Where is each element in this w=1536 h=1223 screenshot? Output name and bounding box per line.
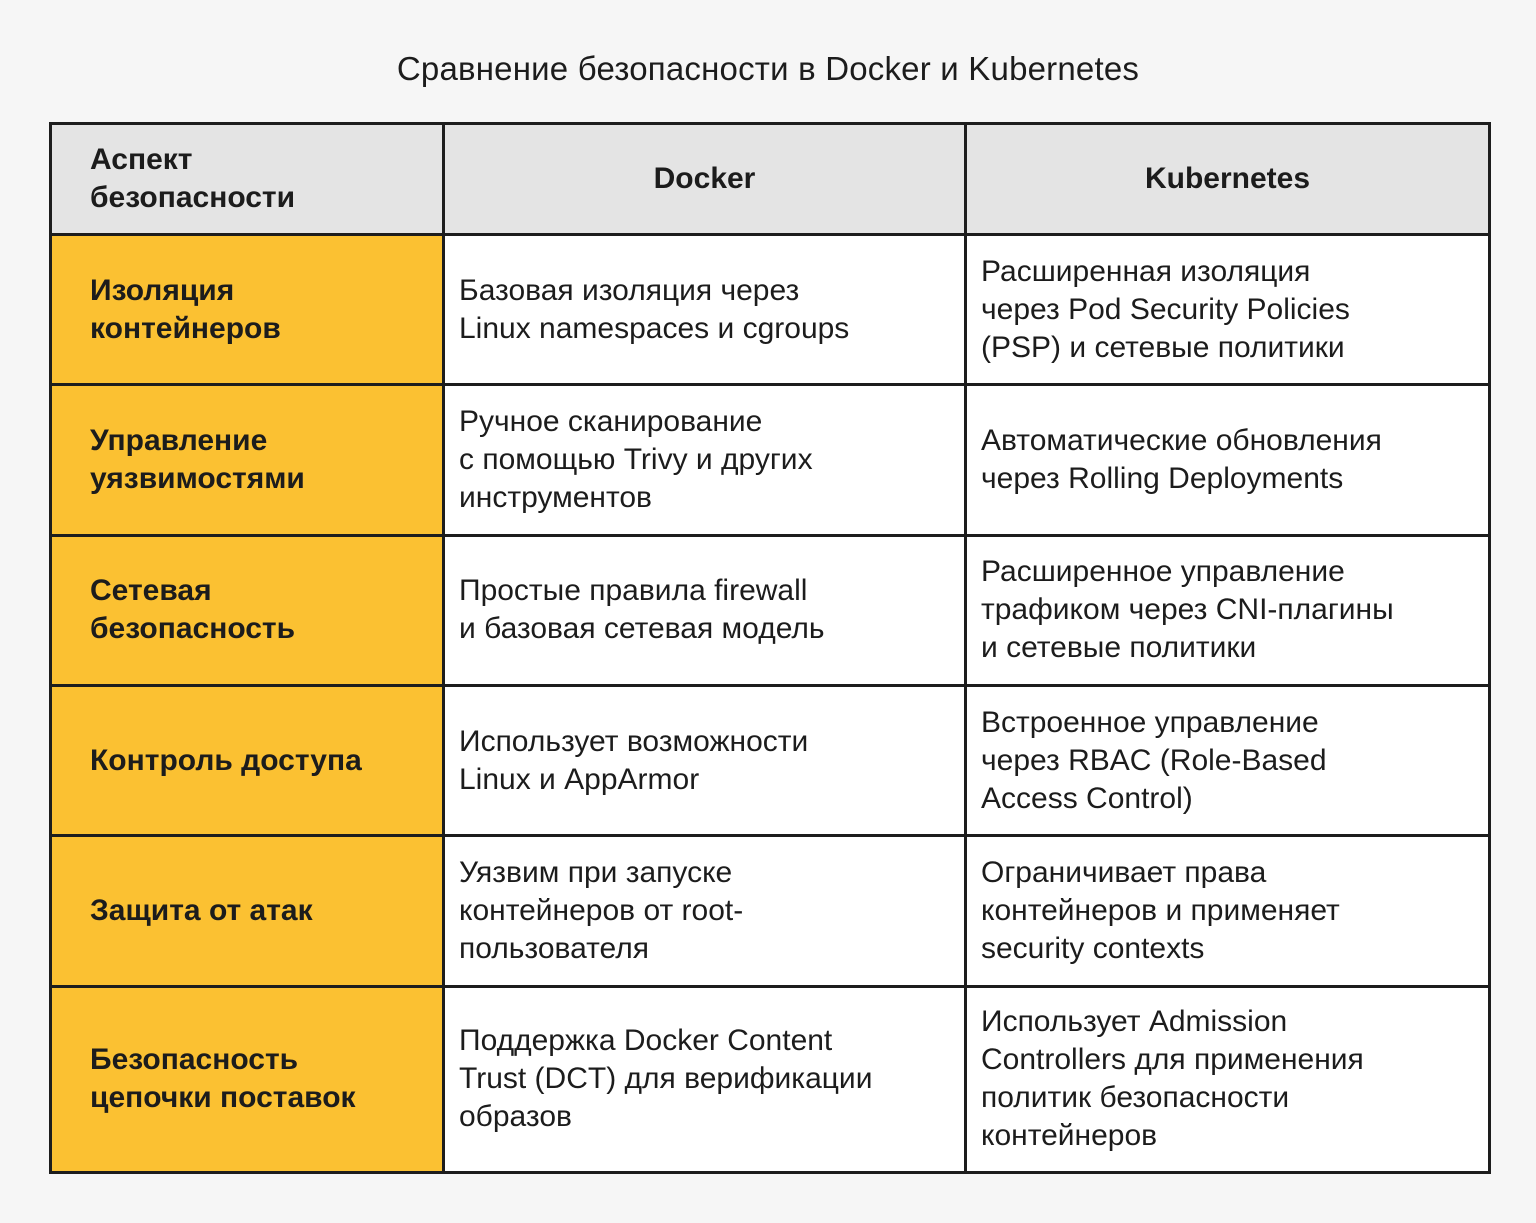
docker-cell: Ручное сканирование с помощью Trivy и других инструментов — [444, 385, 966, 535]
aspect-cell: Изоляция контейнеров — [51, 235, 444, 385]
page-title: Сравнение безопасности в Docker и Kubernetes — [396, 50, 1140, 87]
aspect-cell: Защита от атак — [51, 836, 444, 986]
table-row — [51, 535, 1490, 685]
aspect-cell: Управление уязвимостями — [51, 385, 444, 535]
docker-cell: Уязвим при запуске контейнеров от root- пользователя — [444, 836, 966, 986]
aspect-cell: Контроль доступа — [51, 685, 444, 835]
comparison-table — [49, 122, 1491, 1174]
kubernetes-cell: Расширенная изоляция через Pod Security Policies (PSP) и сетевые политики — [966, 235, 1490, 385]
kubernetes-cell: Встроенное управление через RBAC (Role-Based Access Control) — [966, 685, 1490, 835]
header-docker: Docker — [444, 124, 966, 235]
table-row — [51, 385, 1490, 535]
kubernetes-cell: Использует Admission Controllers для применения политик безопасности контейнеров — [966, 986, 1490, 1172]
docker-cell: Поддержка Docker Content Trust (DCT) для верификации образов — [444, 986, 966, 1172]
table-header-row — [51, 124, 1490, 235]
docker-cell: Простые правила firewall и базовая сетевая модель — [444, 535, 966, 685]
table-row — [51, 685, 1490, 835]
table-row — [51, 986, 1490, 1172]
header-aspect: Аспект безопасности — [51, 124, 444, 235]
aspect-cell: Безопасность цепочки поставок — [51, 986, 444, 1172]
docker-cell: Базовая изоляция через Linux namespaces и cgroups — [444, 235, 966, 385]
header-kubernetes: Kubernetes — [966, 124, 1490, 235]
table-row — [51, 235, 1490, 385]
aspect-cell: Сетевая безопасность — [51, 535, 444, 685]
kubernetes-cell: Автоматические обновления через Rolling Deployments — [966, 385, 1490, 535]
docker-cell: Использует возможности Linux и AppArmor — [444, 685, 966, 835]
kubernetes-cell: Расширенное управление трафиком через CNI-плагины и сетевые политики — [966, 535, 1490, 685]
table-row — [51, 836, 1490, 986]
kubernetes-cell: Ограничивает права контейнеров и применяет security contexts — [966, 836, 1490, 986]
